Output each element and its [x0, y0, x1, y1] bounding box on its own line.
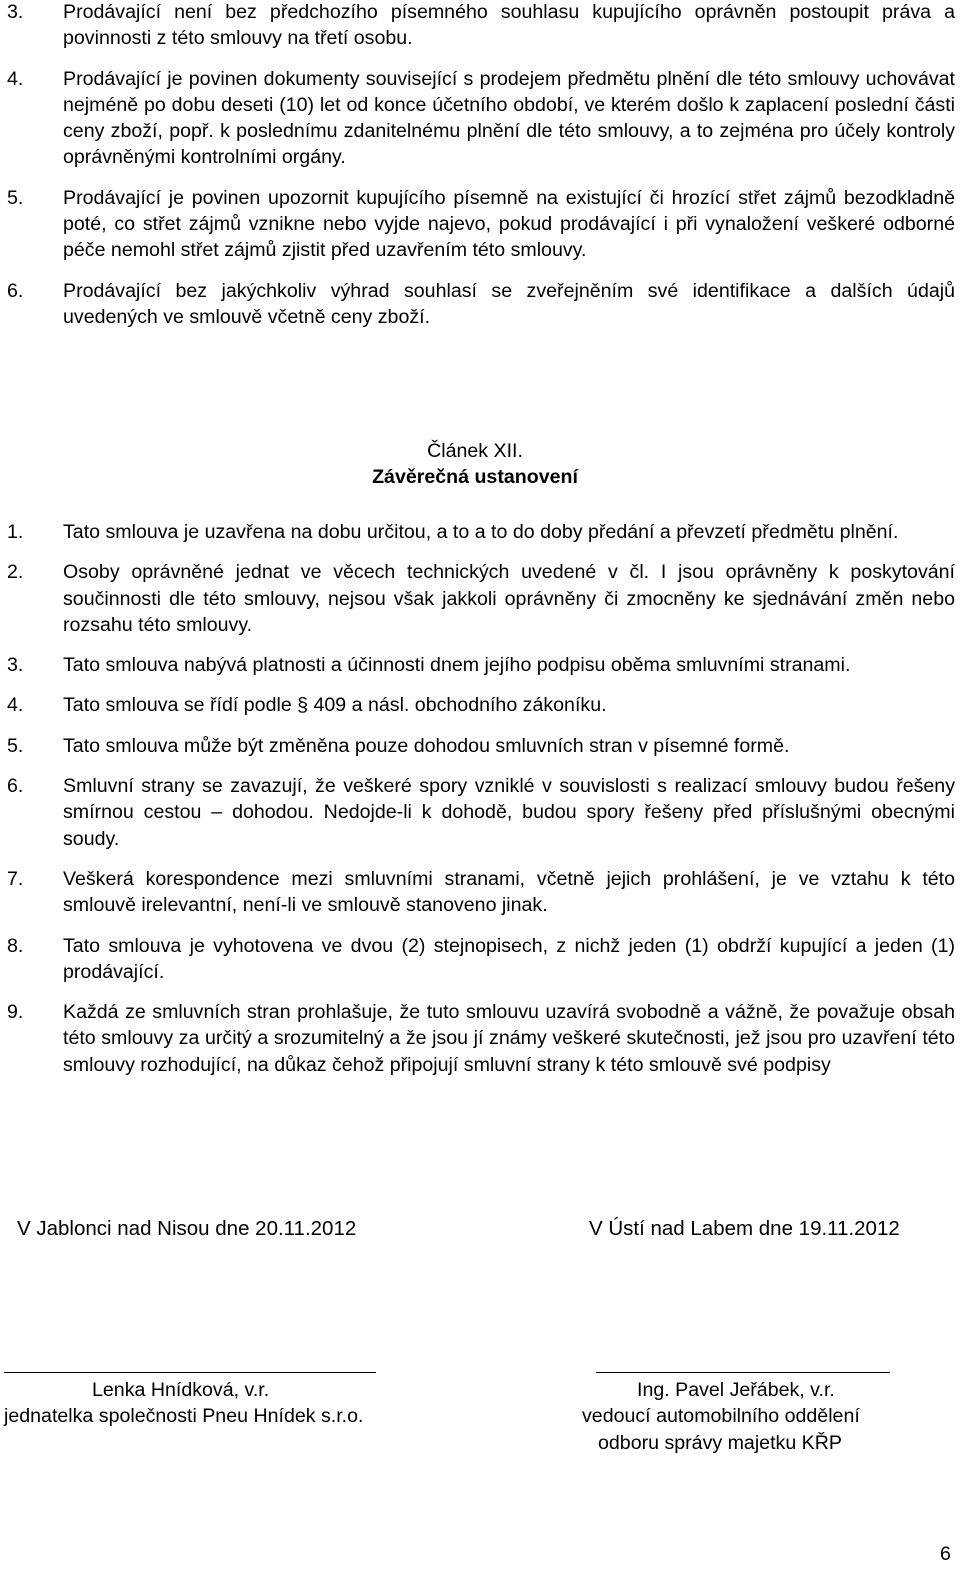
right-signatory-role: vedoucí automobilního oddělení [582, 1405, 860, 1427]
final-clause-5 [0, 733, 960, 759]
clause-3 [0, 0, 960, 52]
clause-number: 4. [7, 694, 24, 717]
clause-text: Veškerá korespondence mezi smluvními stranami, včetně jejich prohlášení, je ve vztahu k této smlouvě irelevantní, není-li ve smlouvě stanoveno jinak. [63, 867, 955, 917]
clause-text: Prodávající bez jakýchkoliv výhrad souhlasí se zveřejněním své identifikace a dalších údajů uvedených ve smlouvě včetně ceny zboží. [63, 279, 955, 328]
clause-text: Osoby oprávněné jednat ve věcech technických uvedené v čl. I jsou oprávněny k poskytování součinnosti dle této smlouvy, nejsou však jakkoli oprávněny či zmocněny ke sjednávání změn nebo rozsahu této smlouvy. [63, 561, 955, 636]
right-signatory-role-2: odboru správy majetku KŘP [598, 1432, 842, 1454]
right-signatory-name: Ing. Pavel Jeřábek, v.r. [637, 1379, 835, 1401]
right-place-date: V Ústí nad Labem dne 19.11.2012 [589, 1217, 900, 1240]
left-signature-line [4, 1372, 376, 1373]
clause-number: 1. [7, 521, 24, 543]
clause-number: 5. [7, 186, 24, 209]
left-signatory-name: Lenka Hnídková, v.r. [92, 1379, 270, 1401]
final-clause-4 [0, 692, 960, 718]
clause-text: Prodávající je povinen upozornit kupujícího písemně na existující či hrozící střet zájmů bezodkladně poté, co střet zájmů vznikne nebo vyjde najevo, pokud prodávající i při vynaložení veškeré odborné péče nemohl střet zájmů zjistit před uzavřením této smlouvy. [63, 186, 955, 262]
final-clause-8 [0, 933, 960, 986]
left-place-date: V Jablonci nad Nisou dne 20.11.2012 [17, 1217, 357, 1240]
clause-number: 9. [7, 1001, 24, 1024]
clause-text: Prodávající je povinen dokumenty související s prodejem předmětu plnění dle této smlouvy uchovávat nejméně po dobu deseti (10) let od konce účetního období, ve kterém došlo k zaplacení poslední části ceny zboží, popř. k poslednímu zdanitelnému plnění dle této smlouvy, a to zejména pro účely kontroly oprávněnými kontrolními orgány. [63, 67, 955, 169]
clause-number: 6. [7, 279, 24, 302]
clause-number: 7. [7, 867, 24, 890]
clause-text: Tato smlouva se řídí podle § 409 a násl. obchodního zákoníku. [63, 694, 607, 717]
article-number: Článek XII. [427, 440, 523, 462]
clause-5 [0, 185, 960, 264]
clause-number: 8. [7, 934, 24, 957]
clause-number: 3. [7, 1, 24, 23]
left-signatory-role: jednatelka společnosti Pneu Hnídek s.r.o. [4, 1405, 364, 1427]
final-clause-9 [0, 999, 960, 1078]
clause-number: 6. [7, 775, 24, 798]
clause-4 [0, 66, 960, 171]
final-clause-1 [0, 519, 960, 545]
clause-text: Každá ze smluvních stran prohlašuje, že tuto smlouvu uzavírá svobodně a vážně, že považuje obsah této smlouvy za určitý a srozumitelný a že jsou jí známy veškeré skutečnosti, jež jsou pro uzavření této smlouvy rozhodující, na důkaz čehož připojují smluvní strany k této smlouvě své podpisy [63, 1001, 955, 1076]
final-clause-3 [0, 652, 960, 678]
clause-text: Tato smlouva může být změněna pouze dohodou smluvních stran v písemné formě. [63, 734, 790, 757]
clause-text: Tato smlouva je vyhotovena ve dvou (2) stejnopisech, z nichž jeden (1) obdrží kupující a jeden (1) prodávající. [63, 934, 955, 983]
clause-number: 4. [7, 67, 24, 90]
clauses-top [0, 0, 960, 344]
final-clause-6 [0, 773, 960, 852]
clause-text: Tato smlouva nabývá platnosti a účinnosti dnem jejího podpisu oběma smluvními stranami. [63, 654, 851, 677]
clauses-final [0, 519, 960, 1092]
article-title: Závěrečná ustanovení [372, 466, 578, 488]
final-clause-7 [0, 866, 960, 919]
clause-number: 3. [7, 654, 24, 677]
clause-text: Tato smlouva je uzavřena na dobu určitou, a to a to do doby předání a převzetí předmětu plnění. [63, 521, 899, 543]
page-number: 6 [940, 1543, 951, 1565]
clause-text: Smluvní strany se zavazují, že veškeré spory vzniklé v souvislosti s realizací smlouvy budou řešeny smírnou cestou – dohodou. Nedojde-li k dohodě, budou spory řešeny před příslušnými obecnými soudy. [63, 775, 955, 850]
clause-text: Prodávající není bez předchozího písemného souhlasu kupujícího oprávněn postoupit práva a povinnosti z této smlouvy na třetí osobu. [63, 1, 955, 50]
right-signature-line [596, 1372, 890, 1373]
clause-6 [0, 278, 960, 331]
clause-number: 5. [7, 734, 24, 757]
final-clause-2 [0, 559, 960, 638]
clause-number: 2. [7, 561, 24, 584]
